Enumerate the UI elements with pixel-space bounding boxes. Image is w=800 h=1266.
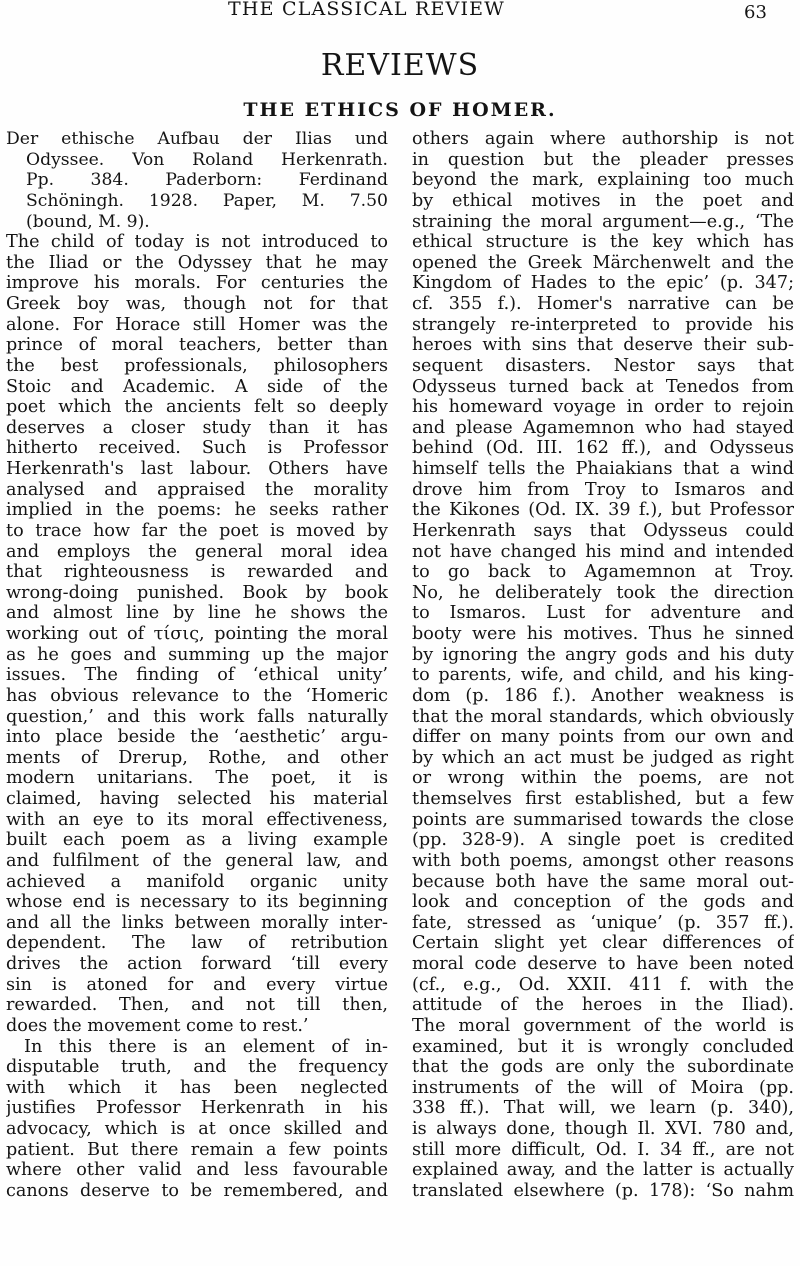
text-line: points are summarised towards the close	[412, 809, 794, 830]
text-line: advocacy, which is at once skilled and	[6, 1119, 388, 1139]
text-line: still more difficult, Od. I. 34 ff., are not	[412, 1139, 794, 1160]
text-line: Pp. 384. Paderborn: Ferdinand	[26, 170, 388, 191]
text-line: with both poems, amongst other reasons	[412, 850, 794, 871]
text-line: the Iliad or the Odyssey that he may	[6, 252, 388, 273]
text-line: (cf., e.g., Od. XXII. 411 f. with the	[412, 974, 794, 995]
text-line: canons deserve to be remembered, and	[6, 1180, 388, 1201]
text-line: Schöningh. 1928. Paper, M. 7.50	[26, 190, 388, 211]
text-line: that righteousness is rewarded and	[6, 562, 388, 583]
text-line: In this there is an element of in-	[24, 1036, 388, 1057]
text-line: look and conception of the gods and	[412, 892, 794, 913]
text-line: to Ismaros. Lust for adventure and	[412, 603, 794, 624]
text-line: question,’ and this work falls naturally	[6, 706, 388, 727]
text-line: prince of moral teachers, better than	[6, 335, 388, 356]
text-line: by ignoring the angry gods and his duty	[412, 644, 794, 665]
text-line: and fulfilment of the general law, and	[6, 850, 388, 871]
text-line: himself tells the Phaiakians that a wind	[412, 459, 794, 479]
text-line: as he goes and summing up the major	[6, 644, 388, 665]
text-line: heroes with sins that deserve their sub-	[412, 335, 794, 356]
text-line: to trace how far the poet is moved by	[6, 520, 388, 541]
text-line: by ethical motives in the poet and	[412, 190, 794, 211]
text-line: to parents, wife, and child, and his king-	[412, 665, 794, 686]
page-number: 63	[744, 2, 767, 23]
running-head	[0, 0, 800, 26]
left-column	[6, 129, 388, 1202]
text-line: and almost line by line he shows the	[6, 603, 388, 624]
text-line: improve his morals. For centuries the	[6, 273, 388, 294]
text-line: Odysseus turned back at Tenedos from	[412, 376, 794, 397]
article-title: THE ETHICS OF HOMER.	[243, 99, 557, 121]
text-line: The moral government of the world is	[412, 1015, 794, 1036]
text-line: fate, stressed as ‘unique’ (p. 357 ff.).	[412, 912, 794, 933]
text-line: (bound, M. 9).	[26, 211, 150, 232]
text-line: to go back to Agamemnon at Troy.	[412, 562, 794, 583]
text-line: The child of today is not introduced to	[6, 232, 388, 253]
text-line: sin is atoned for and every virtue	[6, 974, 388, 995]
text-line: explained away, and the latter is actually	[412, 1160, 794, 1181]
text-line: differ on many points from our own and	[412, 727, 794, 748]
text-line: instruments of the will of Moira (pp.	[412, 1077, 794, 1098]
text-line: strangely re-interpreted to provide his	[412, 314, 794, 335]
text-line: the Kikones (Od. IX. 39 f.), but Professor	[412, 500, 794, 521]
text-line: his homeward voyage in order to rejoin	[412, 397, 794, 418]
text-line: claimed, having selected his material	[6, 789, 388, 809]
text-line: issues. The finding of ‘ethical unity’	[6, 665, 388, 686]
text-line: Certain slight yet clear differences of	[412, 933, 794, 954]
text-line: sequent disasters. Nestor says that	[412, 355, 794, 376]
text-line: does the movement come to rest.’	[6, 1015, 309, 1036]
text-line: and please Agamemnon who had stayed	[412, 417, 794, 438]
text-line: has obvious relevance to the ‘Homeric	[6, 685, 388, 706]
text-line: that the gods are only the subordinate	[412, 1057, 794, 1078]
text-line: Odyssee. Von Roland Herkenrath.	[26, 149, 388, 170]
text-line: (pp. 328-9). A single poet is credited	[412, 830, 794, 851]
text-line: dependent. The law of retribution	[6, 933, 388, 954]
text-line: Der ethische Aufbau der Ilias und	[6, 129, 388, 149]
text-line: is always done, though Il. XVI. 780 and,	[412, 1119, 794, 1139]
text-line: and all the links between morally inter-	[6, 912, 388, 933]
text-line: poet which the ancients felt so deeply	[6, 397, 388, 418]
text-line: Herkenrath says that Odysseus could	[412, 520, 794, 541]
text-line: alone. For Horace still Homer was the	[6, 314, 388, 335]
text-line: modern unitarians. The poet, it is	[6, 768, 388, 789]
text-line: themselves first established, but a few	[412, 789, 794, 809]
text-line: with which it has been neglected	[6, 1077, 388, 1098]
text-line: working out of τίσις, pointing the moral	[6, 624, 388, 644]
text-line: justifies Professor Herkenrath in his	[6, 1098, 388, 1119]
text-line: whose end is necessary to its beginning	[6, 892, 388, 913]
text-line: because both have the same moral out-	[412, 871, 794, 892]
text-line: drove him from Troy to Ismaros and	[412, 479, 794, 500]
text-line: patient. But there remain a few points	[6, 1139, 388, 1160]
right-column	[412, 129, 794, 1202]
text-line: straining the moral argument—e.g., ‘The	[412, 211, 794, 232]
text-line: in question but the pleader presses	[412, 149, 794, 170]
text-line: moral code deserve to have been noted	[412, 954, 794, 974]
text-line: drives the action forward ‘till every	[6, 954, 388, 974]
text-line: ethical structure is the key which has	[412, 232, 794, 253]
text-line: translated elsewhere (p. 178): ‘So nahm	[412, 1180, 794, 1201]
text-line: behind (Od. III. 162 ff.), and Odysseus	[412, 438, 794, 459]
text-line: with an eye to its moral effectiveness,	[6, 809, 388, 830]
text-line: attitude of the heroes in the Iliad).	[412, 995, 794, 1016]
text-line: opened the Greek Märchenwelt and the	[412, 252, 794, 273]
text-line: analysed and appraised the morality	[6, 479, 388, 500]
text-line: Kingdom of Hades to the epic’ (p. 347;	[412, 273, 794, 294]
text-line: and employs the general moral idea	[6, 541, 388, 562]
text-line: rewarded. Then, and not till then,	[6, 995, 388, 1016]
journal-title: THE CLASSICAL REVIEW	[228, 0, 505, 20]
text-line: beyond the mark, explaining too much	[412, 170, 794, 191]
text-line: or wrong within the poems, are not	[412, 768, 794, 789]
text-line: examined, but it is wrongly concluded	[412, 1036, 794, 1057]
text-line: 338 ff.). That will, we learn (p. 340),	[412, 1098, 794, 1119]
text-line: ments of Drerup, Rothe, and other	[6, 747, 388, 768]
section-title: REVIEWS	[320, 48, 480, 83]
text-line: that the moral standards, which obviously	[412, 706, 794, 727]
text-line: built each poem as a living example	[6, 830, 388, 851]
text-line: disputable truth, and the frequency	[6, 1057, 388, 1078]
text-line: Greek boy was, though not for that	[6, 294, 388, 314]
text-line: cf. 355 f.). Homer's narrative can be	[412, 294, 794, 314]
text-line: Herkenrath's last labour. Others have	[6, 459, 388, 479]
text-line: implied in the poems: he seeks rather	[6, 500, 388, 521]
text-line: the best professionals, philosophers	[6, 355, 388, 376]
text-line: dom (p. 186 f.). Another weakness is	[412, 685, 794, 706]
text-line: achieved a manifold organic unity	[6, 871, 388, 892]
text-line: hitherto received. Such is Professor	[6, 438, 388, 459]
text-line: into place beside the ‘aesthetic’ argu-	[6, 727, 388, 748]
text-line: others again where authorship is not	[412, 129, 794, 149]
text-line: No, he deliberately took the direction	[412, 582, 794, 603]
text-line: by which an act must be judged as right	[412, 747, 794, 768]
text-line: where other valid and less favourable	[6, 1160, 388, 1181]
text-line: not have changed his mind and intended	[412, 541, 794, 562]
text-line: deserves a closer study than it has	[6, 417, 388, 438]
text-line: wrong-doing punished. Book by book	[6, 582, 388, 603]
text-line: booty were his motives. Thus he sinned	[412, 624, 794, 644]
text-line: Stoic and Academic. A side of the	[6, 376, 388, 397]
